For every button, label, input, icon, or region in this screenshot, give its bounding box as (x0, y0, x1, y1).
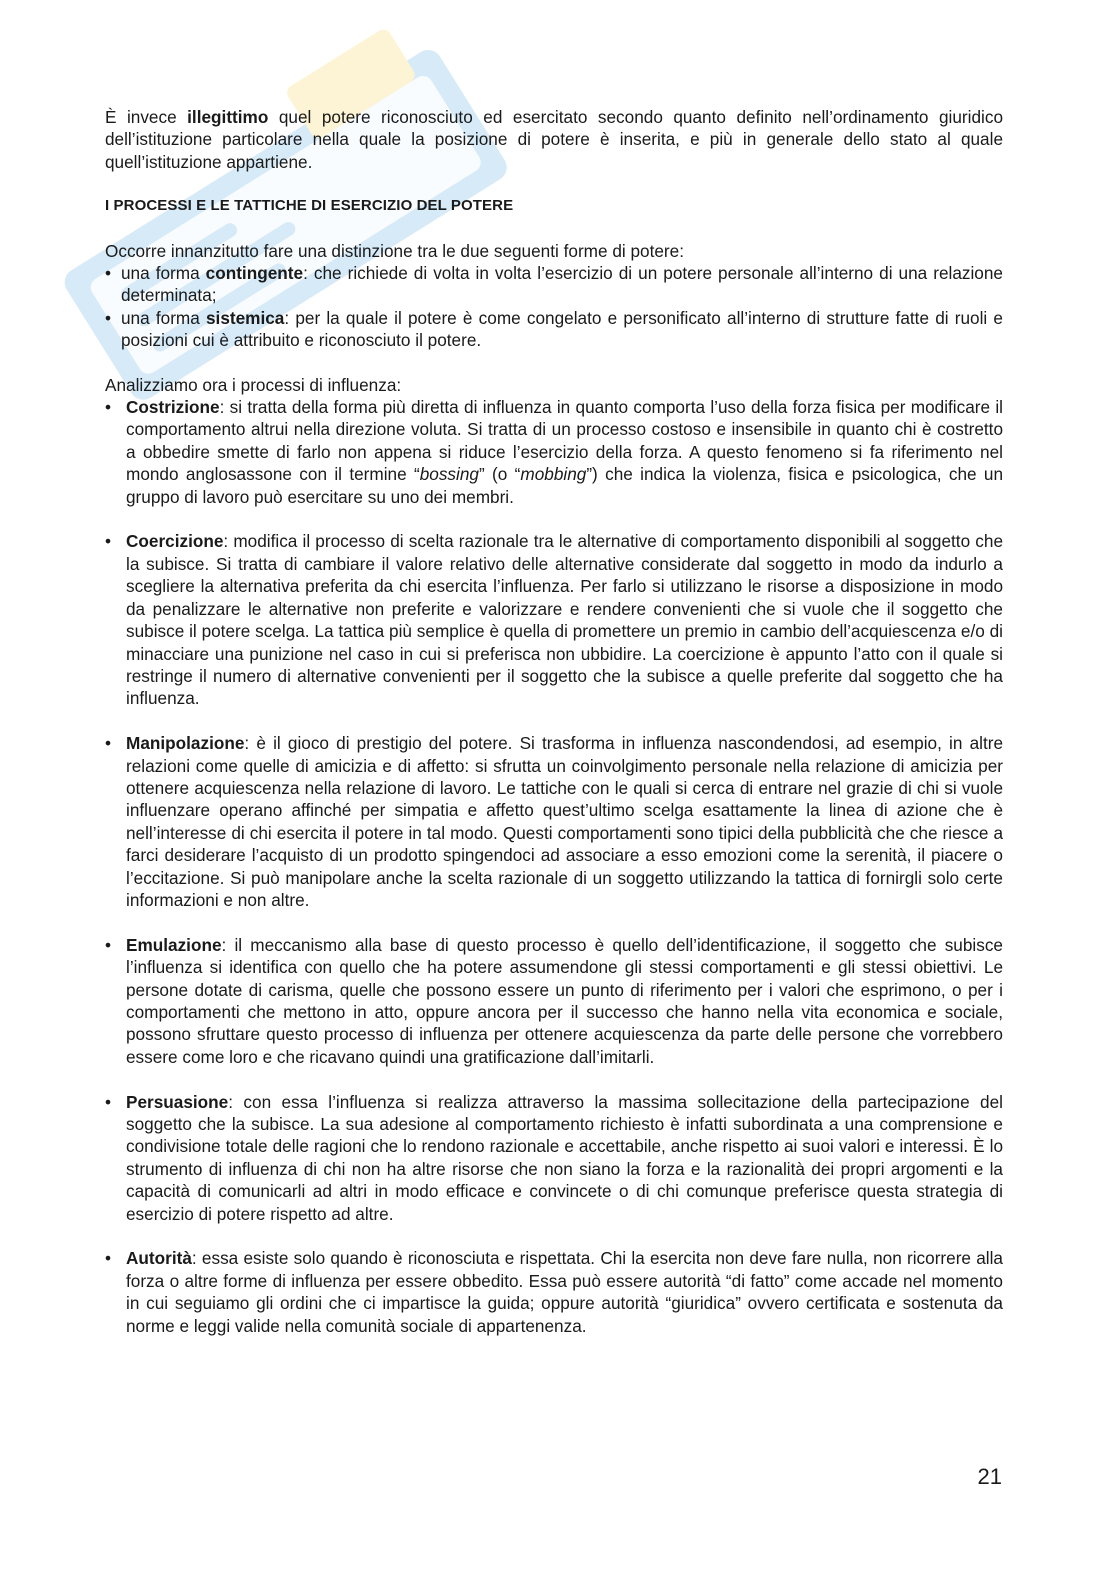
bullet-icon: • (105, 934, 112, 955)
forms-intro: Occorre innanzitutto fare una distinzione tra le due seguenti forme di potere: (105, 240, 684, 261)
forms-list (105, 262, 1003, 352)
item-text: : per la quale il potere è come congelato e personificato all’interno di strutture fatte di ruoli e posizioni cui è attribuito e riconosciuto il potere. (121, 307, 1003, 351)
list-item (105, 1091, 1003, 1225)
list-item (105, 307, 1003, 352)
item-lead: una forma (121, 307, 206, 328)
item-term: Coercizione (126, 531, 224, 552)
bullet-icon: • (105, 1248, 112, 1269)
item-text: : essa esiste solo quando è riconosciuta e rispettata. Chi la esercita non deve fare nulla, non ricorrere alla forza o altre forme di influenza per essere obbedito. Essa può essere autorità “di fatto” come accade nel momento in cui seguiamo gli ordini che ci impartisce la guida; oppure autorità “giuridica” ovvero certificata e sostenuta da norme e leggi valide nella comunità sociale di appartenenza. (126, 1248, 1003, 1336)
bullet-icon: • (105, 733, 112, 754)
item-term: Persuasione (126, 1091, 229, 1112)
item-emphasis: bossing (419, 464, 479, 485)
item-text: : si tratta della forma più diretta di influenza in quanto comporta l’uso della forza fisica per modificare il comportamento altrui nella direzione voluta. Si tratta di un processo costoso e insensibile in quanto chi è costretto a obbedire smette di farlo non appena si riduce l’esercizio della forza. A questo fenomeno si fa riferimento nel mondo anglosassone con il termine “ (126, 397, 1003, 485)
intro-lead: È invece (105, 107, 188, 127)
list-item (105, 262, 1003, 307)
bullet-icon: • (105, 531, 112, 552)
item-term: Autorità (126, 1248, 192, 1269)
list-item (105, 530, 1003, 709)
bullet-icon: • (105, 1091, 112, 1112)
bullet-icon: • (105, 397, 112, 418)
item-emphasis: mobbing (520, 464, 587, 485)
item-lead: una forma (121, 263, 206, 284)
document-page (105, 106, 1003, 1359)
list-item (105, 732, 1003, 911)
item-text: : che richiede di volta in volta l’esercizio di un potere personale all’interno di una relazione determinata; (121, 263, 1003, 306)
item-term: Manipolazione (126, 733, 245, 754)
bullet-icon: • (105, 307, 112, 328)
list-item (105, 1247, 1003, 1337)
item-text: ” (o “ (478, 464, 521, 485)
item-text: : il meccanismo alla base di questo processo è quello dell’identificazione, il soggetto che subisce l’influenza si identifica con quello che ha potere assumendone gli stessi comportamenti e gli stessi obiettivi. Le persone dotate di carisma, quelle che possono essere un punto di riferimento per i valori che esprimono, o per i comportamenti che mettono in atto, oppure ancora per il successo che hanno nella vita economica e sociale, possono sfruttare questo processo di influenza per ottenere acquiescenza da parte delle persone che vorrebbero essere come loro e che ricavano quindi una gratificazione dall’imitarli. (126, 934, 1003, 1067)
item-term: Costrizione (126, 397, 220, 418)
page-number: 21 (977, 1464, 1002, 1489)
item-term: contingente (205, 263, 304, 284)
section-heading: I PROCESSI E LE TATTICHE DI ESERCIZIO DEL POTERE (105, 197, 514, 215)
item-text: : è il gioco di prestigio del potere. Si trasforma in influenza nascondendosi, ad esempio, in altre relazioni come quelle di amicizia e di affetto: si sfrutta un coinvolgimento personale nella relazione di amicizia per ottenere acquiescenza nella relazione di lavoro. Le tattiche con le quali si cerca di entrare nel grazie di chi si vuole influenzare operano affinché per simpatia e affetto quest’ultimo scelga esattamente la linea di azione che è nell’interesse di chi esercita il potere in tal modo. Questi comportamenti sono tipici della pubblicità che che riesce a farci desiderare l’acquisto di un prodotto spingendoci ad associare a esso emozioni come la serenità, il piacere o l’eccitazione. Si può manipolare anche la scelta razionale di un soggetto utilizzando la tattica di fornirgli solo certe informazioni e non altre. (126, 733, 1003, 910)
intro-paragraph (105, 106, 1003, 173)
item-term: sistemica (206, 307, 285, 328)
intro-text: quel potere riconosciuto ed esercitato secondo quanto definito nell’ordinamento giuridico dell’istituzione particolare nella quale la posizione di potere è inserita, e più in generale dello stato al quale quell’istituzione appartiene. (105, 107, 1003, 172)
processes-intro: Analizziamo ora i processi di influenza: (105, 374, 402, 395)
intro-bold-term: illegittimo (187, 107, 269, 127)
processes-list (105, 396, 1003, 1337)
item-text: ”) che indica la violenza, fisica e psicologica, che un gruppo di lavoro può esercitare su uno dei membri. (126, 464, 1004, 507)
list-item (105, 396, 1003, 508)
bullet-icon: • (105, 263, 112, 284)
item-text: : modifica il processo di scelta razionale tra le alternative di comportamento disponibili al soggetto che la subisce. Si tratta di cambiare il valore relativo delle alternative considerate dal soggetto in modo da indurlo a scegliere la alternativa preferita da chi esercita l’influenza. Per farlo si utilizzano le risorse a disposizione in modo da penalizzare le alternative non preferite e valorizzare e rendere convenienti che si vuole che il soggetto che subisce il potere scelga. La tattica più semplice è quella di promettere un premio in cambio dell’acquiescenza e/o di minacciare una punizione nel caso in cui si preferisca non ubbidire. La coercizione è appunto l’atto con il quale si restringe il numero di alternative convenienti per il soggetto che la subisce a quelle preferite dal soggetto che ha influenza. (126, 531, 1003, 709)
list-item (105, 934, 1003, 1068)
item-term: Emulazione (126, 934, 222, 955)
item-text: : con essa l’influenza si realizza attraverso la massima sollecitazione della partecipazione del soggetto che la subisce. La sua adesione al comportamento richiesto è infatti subordinata a una comprensione e condivisione totale delle ragioni che lo rendono razionale e accettabile, anche rispetto ai suoi valori e interessi. È lo strumento di influenza di chi non ha altre risorse che non siano la forza e la razionalità dei propri argomenti e la capacità di comunicarli ad altri in modo efficace e convincete o di chi comunque preferisce questa strategia di esercizio di potere rispetto ad altre. (126, 1091, 1003, 1224)
